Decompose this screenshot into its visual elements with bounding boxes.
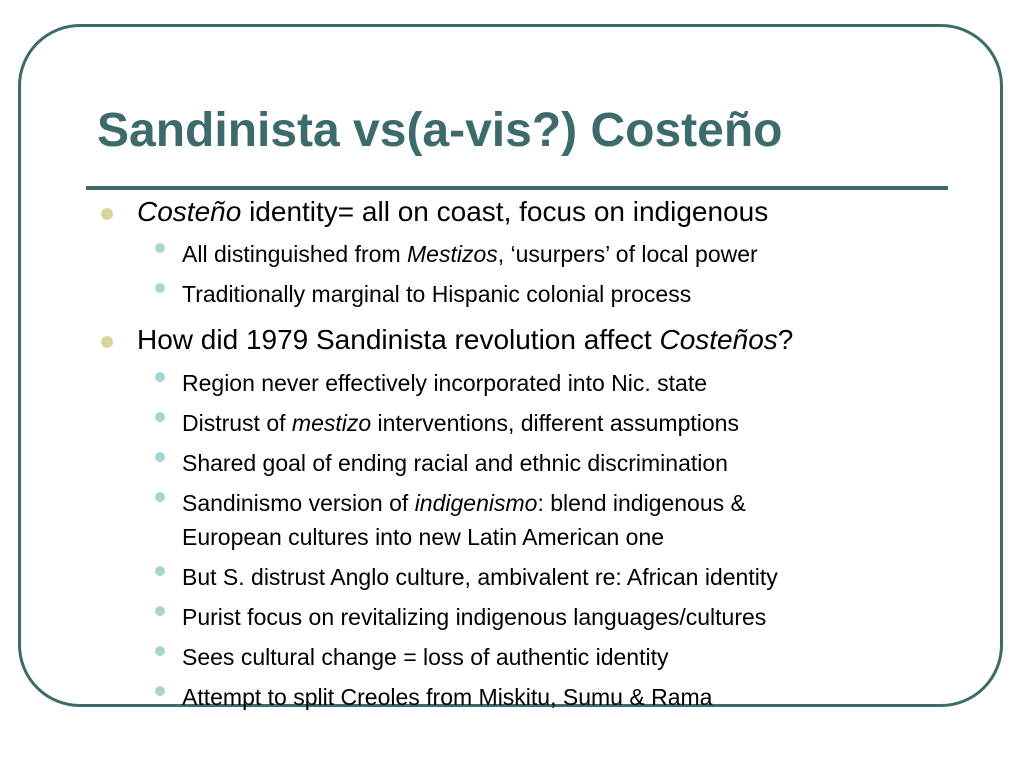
sub-bullet-item: [182, 406, 739, 440]
sub-bullet-item: [182, 237, 758, 271]
italic-text-segment: mestizo: [291, 410, 372, 436]
sub-bullet-item: [182, 640, 669, 674]
sub-bullet-item: [182, 277, 691, 311]
text-segment: : blend indigenous &: [537, 490, 746, 516]
sub-bullet-dot-icon: [155, 606, 165, 616]
bullet-dot-icon: [101, 208, 113, 220]
text-segment: , ‘usurpers’ of local power: [497, 241, 758, 267]
sub-bullet-dot-icon: [155, 492, 165, 502]
sub-bullet-item: [182, 366, 707, 400]
text-segment: identity= all on coast, focus on indigenous: [241, 196, 769, 227]
text-segment: Sandinismo version of: [182, 490, 415, 516]
sub-bullet-dot-icon: [155, 452, 165, 462]
sub-bullet-item: [182, 600, 766, 634]
sub-bullet-item: [182, 446, 728, 480]
sub-bullet-dot-icon: [155, 243, 165, 253]
bullet-item: [137, 324, 793, 356]
text-segment: Traditionally marginal to Hispanic colonial process: [182, 281, 692, 307]
italic-text-segment: indigenismo: [414, 490, 538, 516]
text-segment: Purist focus on revitalizing indigenous languages/cultures: [182, 604, 767, 630]
italic-text-segment: Costeños: [659, 324, 778, 355]
text-segment: Region never effectively incorporated into Nic. state: [182, 370, 708, 396]
italic-text-segment: Costeño: [137, 196, 242, 227]
text-segment: ?: [777, 324, 794, 355]
bullet-dot-icon: [101, 336, 113, 348]
text-segment: Attempt to split Creoles from Miskitu, Sumu & Rama: [182, 684, 713, 710]
sub-bullet-item: [182, 680, 712, 714]
slide-title: Sandinista vs(a-vis?) Costeño: [97, 104, 783, 157]
sub-bullet-dot-icon: [155, 686, 165, 696]
sub-bullet-continuation: [182, 520, 664, 554]
sub-bullet-item: [182, 486, 746, 520]
sub-bullet-item: [182, 560, 778, 594]
bullet-item: [137, 196, 768, 228]
sub-bullet-dot-icon: [155, 283, 165, 293]
sub-bullet-dot-icon: [155, 646, 165, 656]
text-segment: European cultures into new Latin American one: [182, 524, 665, 550]
sub-bullet-dot-icon: [155, 412, 165, 422]
text-segment: Distrust of: [182, 410, 292, 436]
text-segment: Sees cultural change = loss of authentic identity: [182, 644, 669, 670]
text-segment: interventions, different assumptions: [371, 410, 739, 436]
text-segment: How did 1979 Sandinista revolution affect: [137, 324, 660, 355]
sub-bullet-dot-icon: [155, 566, 165, 576]
text-segment: But S. distrust Anglo culture, ambivalent re: African identity: [182, 564, 778, 590]
text-segment: All distinguished from: [182, 241, 407, 267]
italic-text-segment: Mestizos: [407, 241, 498, 267]
text-segment: Shared goal of ending racial and ethnic discrimination: [182, 450, 728, 476]
sub-bullet-dot-icon: [155, 372, 165, 382]
